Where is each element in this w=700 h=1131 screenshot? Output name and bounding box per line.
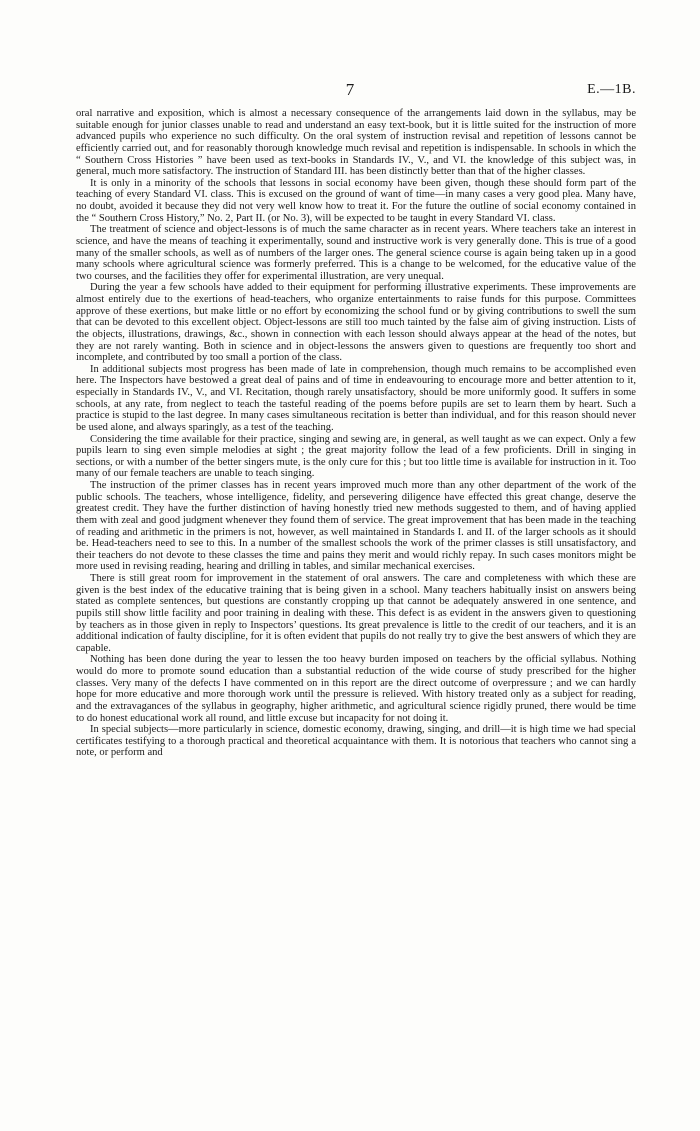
page-header [64,80,636,102]
paragraph-history-continued: oral narrative and exposition, which is almost a necessary consequence of the arrangements laid down in the syllabus, may be suitable enough for junior classes unable to read and understand an easy text-book, but it is little suited for the instruction of more advanced pupils who experience no such difficulty. On the oral system of instruction revisal and repetition of lessons cannot be efficiently carried out, and for reasonably thorough knowledge much revisal and repetition is indispensable. In schools in which the “ Southern Cross Histories ” have been used as text-books in Standards IV., V., and VI. the knowledge of this subject was, in general, much more satisfactory. The instruction of Standard III. has been distinctly better than that of the higher classes. [76,108,636,178]
paragraph-primer-classes: The instruction of the primer classes has in recent years improved much more than any other department of the work of the public schools. The teachers, whose intelligence, fidelity, and persevering diligence have effected this great change, deserve the greatest credit. They have the further distinction of having honestly tried new methods suggested to them, and of having applied them with zeal and good judgment whenever they found them of service. The great improvement that has been made in the teaching of reading and arithmetic in the primers is not, however, as well maintained in Standards I. and II. of the larger schools as it should be. Head-teachers need to see to this. In a number of the smallest schools the work of the primer classes is still unsatisfactory, and their teachers do not devote to these classes the time and pains they merit and would richly repay. In such cases monitors might be more used in revising reading, hearing and drilling in tables, and similar mechanical exercises. [76,480,636,573]
document-reference: E.—1B. [587,82,636,97]
body-text [76,108,636,759]
paragraph-equipment: During the year a few schools have added to their equipment for performing illustrative experiments. These improvements are almost entirely due to the exertions of head-teachers, who organize entertainments to raise funds for this purpose. Committees approve of these exertions, but make little or no effort by economizing the school fund or by giving contributions to swell the sum that can be devoted to this excellent object. Object-lessons are still too much tainted by the false aim of giving instruction. Lists of the objects, illustrations, drawings, &c., shown in connection with each lesson should always appear at the head of the notes, but they are not rarely wanting. Both in science and in object-lessons the answers given to questions are frequently too short and incomplete, and contributed by too small a portion of the class. [76,282,636,364]
paragraph-social-economy: It is only in a minority of the schools that lessons in social economy have been given, though these should form part of the teaching of every Standard VI. class. This is excused on the ground of want of time—in many cases a very good plea. Many have, no doubt, avoided it because they did not very well know how to treat it. For the future the outline of social economy contained in the “ Southern Cross History,” No. 2, Part II. (or No. 3), will be expected to be taught in every Standard VI. class. [76,177,636,224]
paragraph-singing-sewing: Considering the time available for their practice, singing and sewing are, in general, as well taught as we can expect. Only a few pupils learn to sing even simple melodies at sight ; the great majority follow the lead of a few proficients. Drill in singing in sections, or with a number of the better singers mute, is the only cure for this ; but too little time is available for instruction in it. Too many of our female teachers are unable to teach singing. [76,433,636,480]
page-number: 7 [345,80,355,99]
paragraph-science-object-lessons: The treatment of science and object-lessons is of much the same character as in recent years. Where teachers take an interest in science, and have the means of teaching it experimentally, sound and instructive work is very generally done. This is true of a good many of the smaller schools, as well as of numbers of the larger ones. The general science course is again being taken up in a good many schools where agricultural science was formerly preferred. This is a change to be welcomed, for the educative value of the two courses, and the facilities they offer for experimental illustration, are very unequal. [76,224,636,282]
paragraph-syllabus-burden: Nothing has been done during the year to lessen the too heavy burden imposed on teachers by the official syllabus. Nothing would do more to promote sound education than a substantial reduction of the wide course of study prescribed for the higher classes. Very many of the defects I have commented on in this report are the direct outcome of overpressure ; and we can hardly hope for more educative and more thorough work until the pressure is relieved. With history treated only as a subject for reading, and the extravagances of the syllabus in geography, higher arithmetic, and agricultural science rigidly pruned, there would be time to do honest educational work all round, and little excuse but incapacity for not doing it. [76,654,636,724]
paragraph-additional-subjects: In additional subjects most progress has been made of late in comprehension, though much remains to be accomplished even here. The Inspectors have bestowed a great deal of pains and of time in endeavouring to encourage more and better attention to it, especially in Standards IV., V., and VI. Recitation, though rarely unsatisfactory, should be more uniformly good. It suffers in some schools, at any rate, from neglect to teach the tasteful reading of the poems before pupils are set to learn them by heart. Such a practice is stupid to the last degree. In many cases simultaneous recitation is better than individual, and for this reason should never be used alone, and always sparingly, as a test of the teaching. [76,363,636,433]
paragraph-special-subjects: In special subjects—more particularly in science, domestic economy, drawing, singing, and drill—it is high time we had special certificates testifying to a thorough practical and theoretical acquaintance with them. It is notorious that teachers who cannot sing a note, or perform and [76,724,636,759]
paragraph-oral-answers: There is still great room for improvement in the statement of oral answers. The care and completeness with which these are given is the best index of the educative training that is being given in a school. Many teachers habitually insist on answers being stated as complete sentences, but questions are constantly cropping up that cannot be adequately answered in one sentence, and pupils still show little facility and poor training in dealing with these. This defect is as evident in the answers given to questioning by teachers as in those given in reply to Inspectors’ questions. Its great prevalence is little to the credit of our teachers, and it is an additional indication of faulty discipline, for it is often evident that pupils do not really try to give the best answers of which they are capable. [76,573,636,654]
